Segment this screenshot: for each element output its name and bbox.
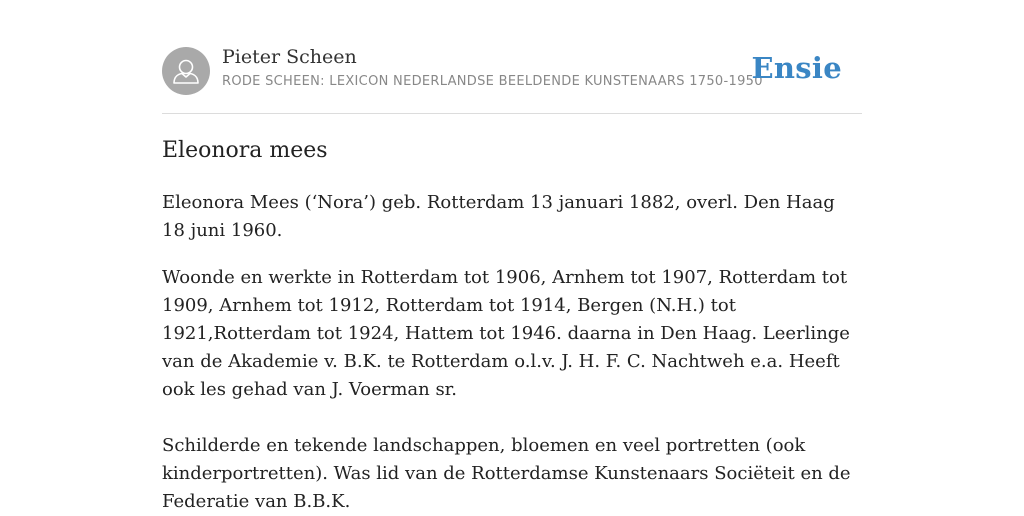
paragraph-residence: Woonde en werkte in Rotterdam tot 1906, Arnhem tot 1907, Rotterdam tot 1909, Arnhem tot 1912, Rotterdam tot 1914, Bergen (N.H.) tot 1921,Rotterdam tot 1924, Hattem tot 1946. daarna in Den Haag. Leerlinge van de Akademie v. B.K. te Rotterdam o.l.v. J. H. F. C. Nachtweh e.a. Heeft ook les gehad van J. Voerman sr. [162,267,850,400]
entry-card [162,0,862,512]
article-body [162,189,862,516]
author-name[interactable]: Pieter Scheen [222,46,357,68]
paragraph-birth: Eleonora Mees (‘Nora’) geb. Rotterdam 13 januari 1882, overl. Den Haag 18 juni 1960. [162,192,835,241]
page-title: Eleonora mees [162,138,328,163]
avatar[interactable] [162,47,210,95]
source-title[interactable]: RODE SCHEEN: LEXICON NEDERLANDSE BEELDENDE KUNSTENAARS 1750-1950 [222,74,763,89]
entry-header [162,0,862,114]
paragraph-work: Schilderde en tekende landschappen, bloemen en veel portretten (ook kinderportretten). Was lid van de Rotterdamse Kunstenaars Sociëteit en de Federatie van B.B.K. [162,435,851,512]
brand-logo[interactable]: Ensie [751,51,842,85]
user-icon [162,47,210,95]
